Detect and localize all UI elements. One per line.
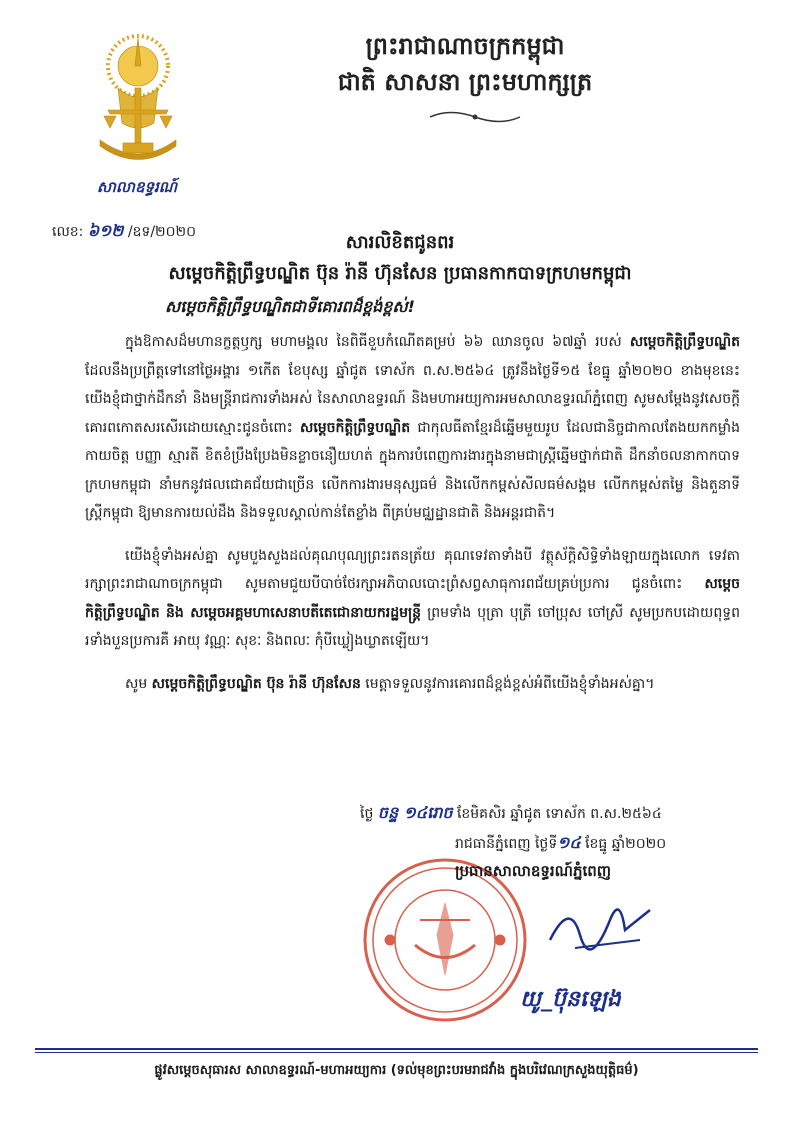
p1-text-c: ជាកុលធីតាខ្មែរដ៏ឆ្នើមមួយរូប ដែលជានិច្ចជាកាលតែងយកកម្លាំងកាយចិត្ត បញ្ញា ស្មារតី ខិតខំប្រឹងប្រែងមិនខ្លាចនឿយហត់ ក្នុងការបំពេញការងារក្នុងនាមជាស្ត្រីឆ្នើមថ្នាក់ជាតិ ដឹកនាំចលនាកាកបាទក្រហមកម្ពុជា នាំមកនូវផលជោគជ័យជាច្រើន លើកការងារមនុស្សធម៌ និងលើកកម្ពស់សីលធម៌សង្គម លើកកម្ពស់តម្លៃ និងតួនាទីស្ត្រីកម្ពុជា ឱ្យមានការយល់ដឹង និងទទួលស្គាល់កាន់តែខ្លាំង ពីគ្រប់មជ្ឈដ្ឋានជាតិ និងអន្តរជាតិ។ [85,419,740,521]
letter-title [80,228,720,289]
letter-body [85,328,740,712]
solar-date-rest: ខែធ្នូ ឆ្នាំ២០២០ [580,836,667,852]
p3-text-b: មេត្តាទទួលនូវការគោរពដ៏ខ្ពង់ខ្ពស់អំពីយើងខ្ញុំទាំងអស់គ្នា។ [360,675,655,692]
p3-honorific: សម្តេចកិត្តិព្រឹទ្ធបណ្ឌិត ប៊ុន រ៉ានី ហ៊ុនសែន [151,675,361,692]
footer-divider [35,1048,758,1050]
paragraph-1 [85,328,740,528]
handwritten-signature [540,890,660,960]
paragraph-3 [85,670,740,699]
p3-text: សូម [125,675,152,692]
p2-text: យើងខ្ញុំទាំងអស់គ្នា សូមបួងសួងដល់គុណបុណ្យព្រះរតនត្រ័យ គុណទេវតាទាំងបី វត្ថុស័ក្តិសិទ្ធិទាំងឡាយក្នុងលោក ទេវតារក្សាព្រះរាជាណាចក្រកម្ពុជា សូមតាមជួយបីបាច់ថែរក្សាអភិបាលបោះព្រំសព្វសាធុការពជ័យគ្រប់ប្រការ ជូនចំពោះ [85,547,740,592]
reference-handwritten-number: ៦១២ [87,221,124,240]
lunar-date [360,802,662,826]
header-ornament [425,108,525,126]
salutation: សម្តេចកិត្តិព្រឹទ្ធបណ្ឌិតជាទីគោរពដ៏ខ្ពង់ខ្ពស់! [165,297,415,316]
signer-title: ប្រធានសាលាឧទ្ធរណ៍ភ្នំពេញ [455,862,612,880]
department-name: សាលាឧទ្ធរណ៍ [96,178,178,196]
footer-divider-thin [35,1052,758,1053]
signer-name: យូ_ប៊ុនឡេង [520,987,621,1012]
kingdom-header [300,28,630,100]
footer-address: ផ្លូវសម្តេចសុធារស សាលាឧទ្ធរណ៍-មហាអយ្យការ (ទល់មុខព្រះបរមរាជវាំង ក្នុងបរិវេណក្រសួងយុត្តិធម៌) [154,1063,639,1078]
p2-text-b: ព្រមទាំង បុត្រា បុត្រី ចៅប្រុស ចៅស្រី សូមប្រកបដោយពុទ្ធពរទាំងបួនប្រការគឺ អាយុ វណ្ណៈ សុខៈ និងពលៈ កុំបីឃ្លៀងឃ្លាតឡើយ។ [85,604,741,649]
p2-honorifics: សម្តេចកិត្តិព្រឹទ្ធបណ្ឌិត និង សម្តេចអគ្គមហាសេនាបតីតេជោនាយករដ្ឋមន្ត្រី [85,576,740,621]
p1-text-b: ដែលនឹងប្រព្រឹត្តទៅនៅថ្ងៃអង្គារ ១កើត ខែបុស្ស ឆ្នាំជូត ទោស័ក ព.ស.២៥៦៤ ត្រូវនឹងថ្ងៃទី១៥ ខែធ្នូ ឆ្នាំ២០២០ ខាងមុខនេះ យើងខ្ញុំជាថ្នាក់ដឹកនាំ និងមន្ត្រីរាជការទាំងអស់ នៃសាលាឧទ្ធរណ៍ និងមហាអយ្យការអមសាលាឧទ្ធរណ៍ភ្នំពេញ សូមសម្តែងនូវសេចក្តីគោរពកោតសរសើរដោយស្មោះជូនចំពោះ [85,362,740,436]
letter-title-line2: សម្តេចកិត្តិព្រឹទ្ធបណ្ឌិត ប៊ុន រ៉ានី ហ៊ុនសែន ប្រធានកាកបាទក្រហមកម្ពុជា [168,262,632,284]
reference-suffix: /ឧទ/២០២០ [127,224,197,240]
national-motto: ជាតិ សាសនា ព្រះមហាក្សត្រ [337,67,593,96]
p1-text: ក្នុងឱកាសដ៏មហានក្ខត្តឫក្ស មហាមង្គល នៃពិធីខួបកំណើតគម្រប់ ៦៦ ឈានចូល ៦៧ឆ្នាំ របស់ [125,334,630,350]
lunar-date-rest: ខែមិគសិរ ឆ្នាំជូត ទោស័ក ព.ស.២៥៦៤ [456,806,662,822]
p1-honorific-2: សម្តេចកិត្តិព្រឹទ្ធបណ្ឌិត [300,419,411,436]
letter-title-line1: សារលិខិតជូនពរ [345,232,455,253]
kingdom-title: ព្រះរាជាណាចក្រកម្ពុជា [365,31,565,60]
paragraph-2 [85,542,740,656]
lunar-date-prefix: ថ្ងៃ [360,806,374,822]
solar-date-prefix: រាជធានីភ្នំពេញ ថ្ងៃទី [455,836,558,852]
court-emblem [78,28,198,173]
lunar-date-handwritten: ចន្ទ ១៤រោច [377,803,453,822]
solar-date [455,832,666,856]
p1-honorific: សម្តេចកិត្តិព្រឹទ្ធបណ្ឌិត [629,334,740,350]
solar-date-handwritten: ១៤ [557,833,581,852]
reference-prefix: លេខ: [52,224,84,240]
